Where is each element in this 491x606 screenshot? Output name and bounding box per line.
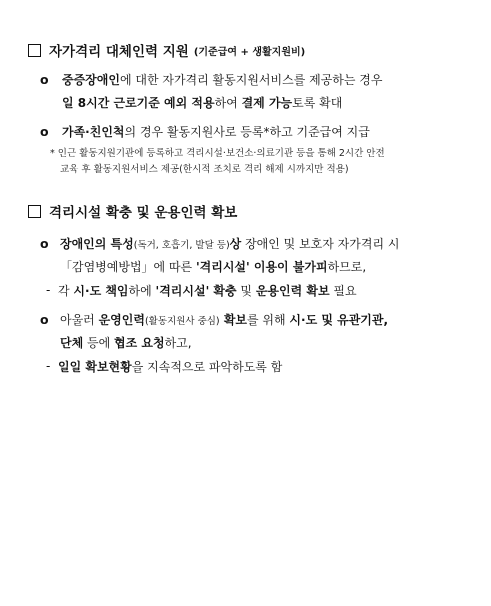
s2-item2-bold: 협조 요청 — [114, 336, 165, 350]
section1-title-note: (기준급여 + 생활지원비) — [193, 46, 306, 58]
s2-item2-bold: 운영인력 — [98, 313, 145, 327]
s1-item1-text: 토록 확대 — [292, 96, 343, 110]
bullet-marker: o — [40, 312, 49, 327]
s2-item2-bold: 확보 — [219, 313, 248, 327]
section2-heading — [28, 201, 237, 221]
s2-sub2-line — [58, 359, 282, 375]
s1-item1-bold: 일 8시간 근로기준 예외 적용 — [62, 96, 215, 110]
bullet-marker: o — [40, 72, 49, 87]
bullet-marker: o — [40, 124, 49, 139]
s2-item1-bold: '격리시설' 이용이 불가피 — [195, 260, 328, 274]
s2-item1-bold: 장애인의 특성 — [60, 237, 134, 251]
section2-title: 격리시설 확충 및 운용인력 확보 — [49, 205, 238, 221]
s2-item2-bold: 단체 — [60, 336, 84, 350]
dash-marker: - — [46, 283, 51, 297]
s2-sub1-text: 및 — [236, 284, 256, 298]
s2-item2-bold: 시·도 및 유관기관, — [289, 313, 389, 327]
s2-sub2-bold: 일일 확보현황 — [58, 360, 132, 374]
s1-item1-text: 에 대한 자가격리 활동지원서비스를 제공하는 경우 — [119, 73, 383, 87]
checkbox-square-icon — [28, 205, 41, 218]
s2-item1-line2 — [60, 259, 366, 275]
s1-note-line1: * 인근 활동지원기관에 등록하고 격리시설·보건소·의료기관 등을 통해 2시간 안전 — [50, 148, 385, 159]
s2-sub1-bold: '격리시설' 확충 — [155, 284, 237, 298]
s1-item1-text: 하여 — [214, 96, 242, 110]
s2-item2-text: 를 위해 — [247, 313, 290, 327]
s1-note-line2: 교육 후 활동지원서비스 제공(한시적 조치로 격리 해제 시까지만 적용) — [60, 164, 349, 175]
bullet-marker: o — [40, 236, 49, 251]
s2-sub1-text: 각 — [58, 284, 74, 298]
s2-item1-small: (독거, 호흡기, 발달 등) — [133, 240, 230, 251]
section1-heading — [28, 40, 305, 60]
s2-item2-line2 — [60, 335, 192, 351]
s2-sub1-bold: 시·도 책임 — [73, 284, 129, 298]
s1-item1-bold: 결제 가능 — [241, 96, 293, 110]
section1-title: 자가격리 대체인력 지원 — [49, 44, 189, 60]
s2-sub1-bold: 운용인력 확보 — [255, 284, 330, 298]
s2-item1-bold: 상 — [229, 237, 242, 251]
s2-item2-line1 — [60, 312, 388, 330]
s2-item1-text: 하므로, — [327, 260, 367, 274]
s2-item2-small: (활동지원사 중심) — [144, 316, 220, 327]
s2-item1-text: 장애인 및 보호자 자가격리 시 — [241, 237, 400, 251]
s1-item2-line1 — [62, 124, 370, 140]
dash-marker: - — [46, 359, 51, 373]
s1-item1-line1 — [62, 72, 382, 88]
s1-item1-line2 — [62, 95, 342, 111]
s1-item1-bold: 중증장애인 — [62, 73, 120, 87]
s2-item2-text: 하고, — [164, 336, 192, 350]
s2-sub1-text: 하에 — [128, 284, 156, 298]
s2-sub1-line — [58, 283, 357, 299]
s1-item2-text: 의 경우 활동지원사로 등록*하고 기준급여 지급 — [124, 125, 370, 139]
s2-sub2-text: 을 지속적으로 파악하도록 함 — [131, 360, 283, 374]
s2-item2-text: 아울러 — [60, 313, 99, 327]
s2-item2-text: 등에 — [83, 336, 115, 350]
s2-item1-text: 「감염병예방법」에 따른 — [60, 260, 196, 274]
s1-item2-bold: 가족·친인척 — [62, 125, 125, 139]
s2-sub1-text: 필요 — [329, 284, 357, 298]
checkbox-square-icon — [28, 44, 41, 57]
s2-item1-line1 — [60, 236, 399, 254]
